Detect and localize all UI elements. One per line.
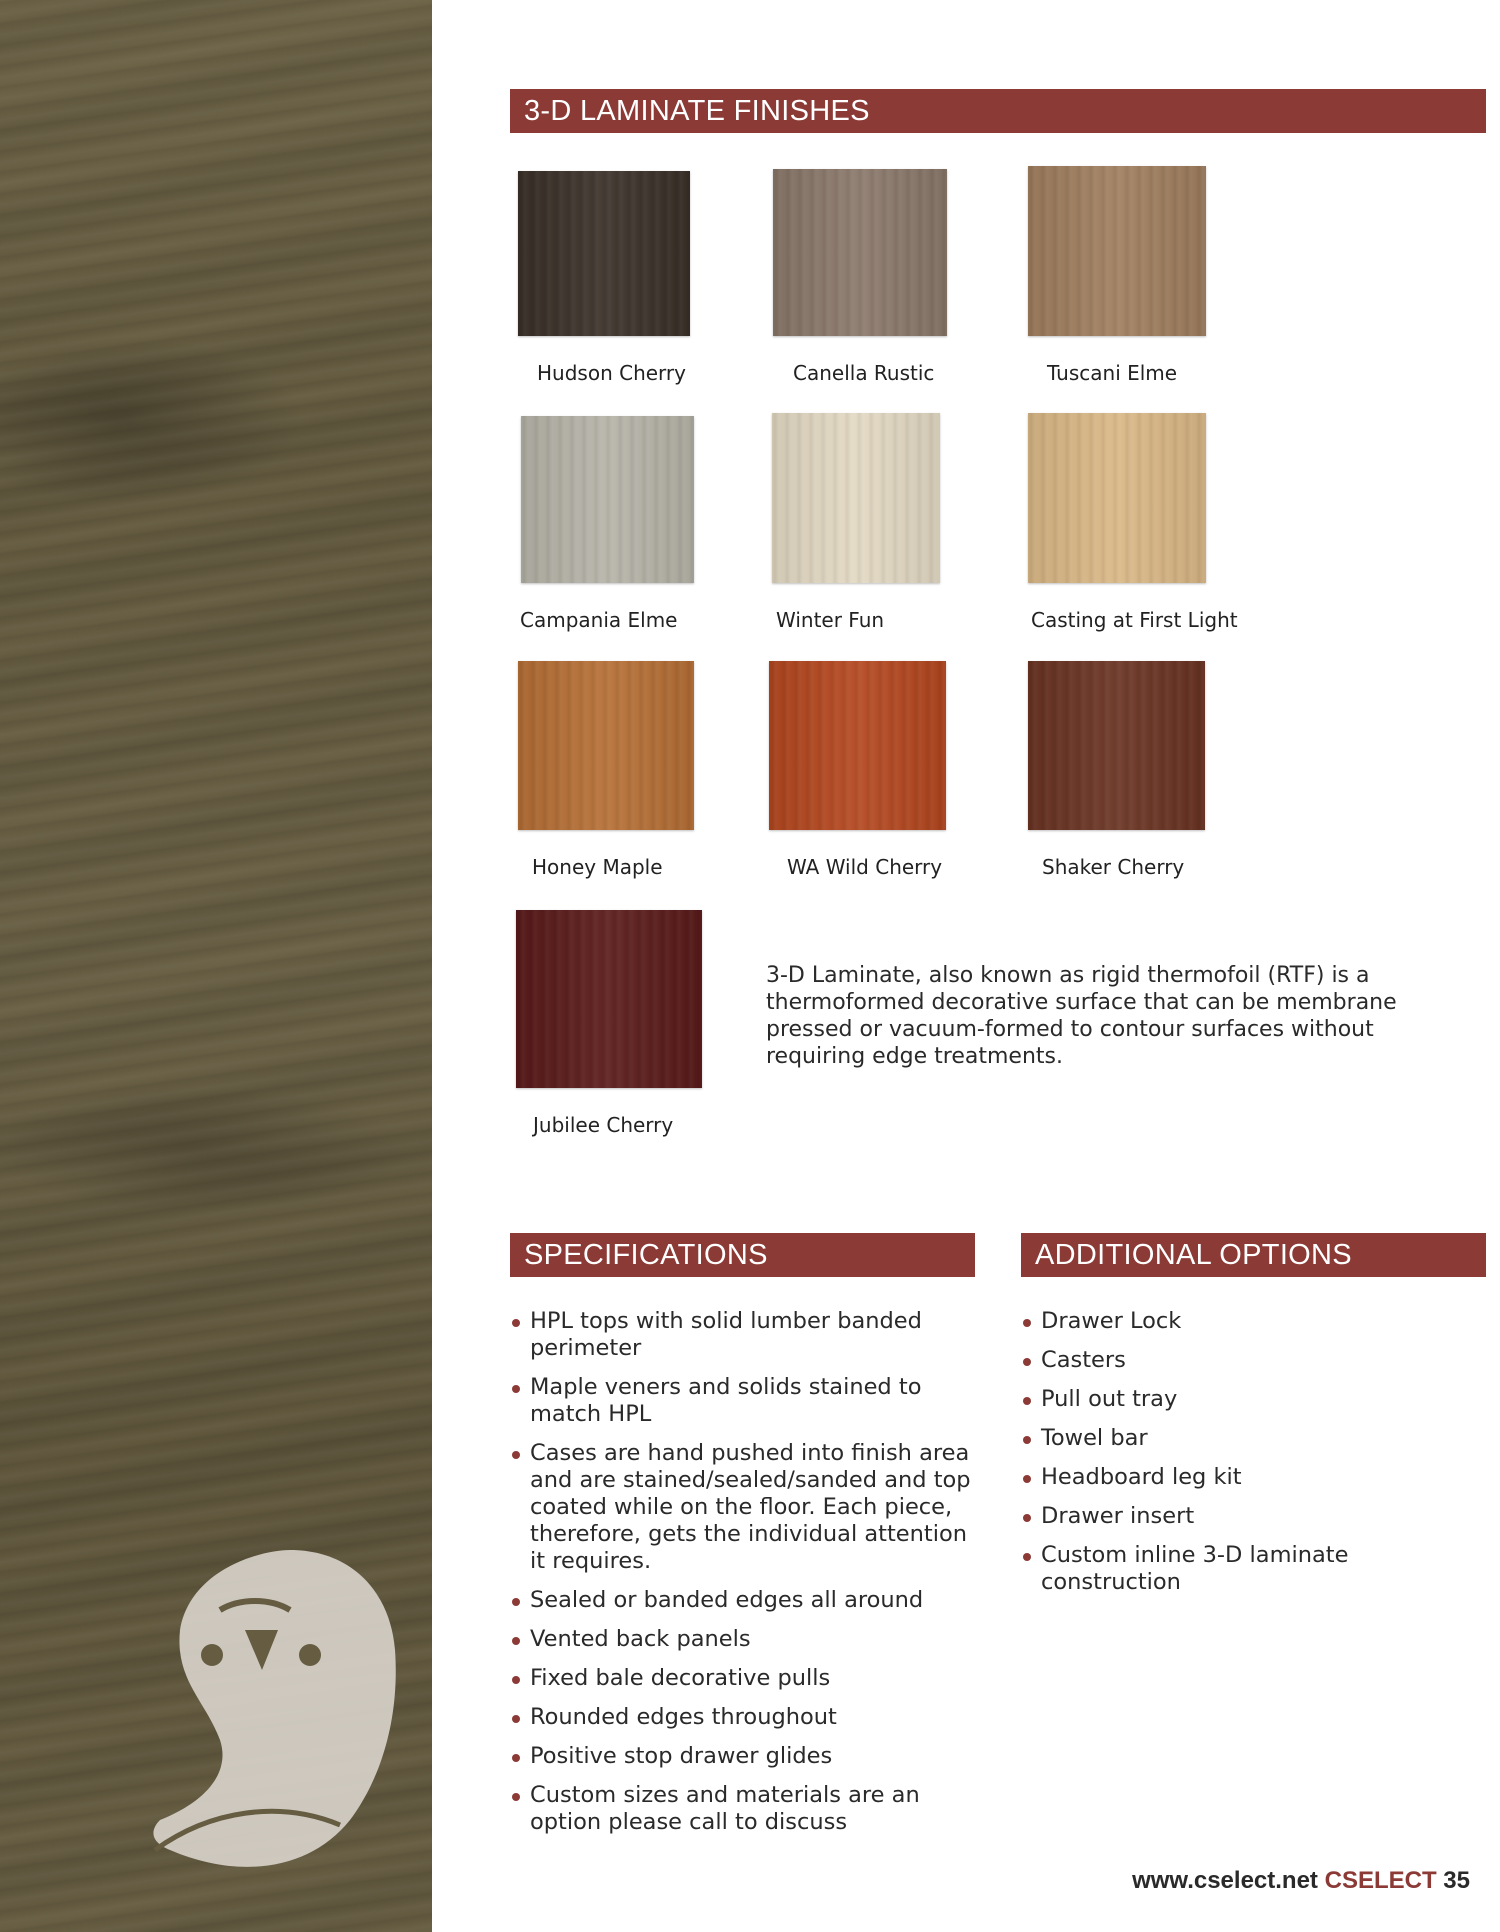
section-header-laminate-finishes xyxy=(510,89,1486,133)
list-item: Rounded edges throughout xyxy=(510,1704,980,1731)
section-title: ADDITIONAL OPTIONS xyxy=(1035,1239,1352,1271)
swatch-label: Jubilee Cherry xyxy=(533,1113,674,1137)
section-header-additional-options xyxy=(1021,1233,1486,1277)
footer-url[interactable]: www.cselect.net xyxy=(1132,1867,1318,1894)
owl-icon xyxy=(150,1550,410,1880)
swatch-hudson-cherry xyxy=(518,171,690,336)
swatch-jubilee-cherry xyxy=(516,910,702,1088)
swatch-label: Casting at First Light xyxy=(1031,608,1238,632)
section-title: SPECIFICATIONS xyxy=(524,1239,768,1271)
swatch-label: Tuscani Elme xyxy=(1047,361,1178,385)
specifications-list xyxy=(510,1308,980,1848)
list-item: Drawer Lock xyxy=(1021,1308,1461,1335)
list-item: Cases are hand pushed into finish area and are stained/sealed/sanded and top coated while on the floor. Each piece, therefore, gets the individual attention it requires. xyxy=(510,1440,980,1575)
list-item: Casters xyxy=(1021,1347,1461,1374)
swatch-canella-rustic xyxy=(773,169,947,336)
page-number: 35 xyxy=(1443,1867,1470,1894)
swatch-label: Winter Fun xyxy=(776,608,885,632)
list-item: HPL tops with solid lumber banded perimeter xyxy=(510,1308,980,1362)
swatch-casting-at-first-light xyxy=(1028,413,1206,583)
additional-options-list xyxy=(1021,1308,1461,1608)
section-title: 3-D LAMINATE FINISHES xyxy=(524,95,870,127)
list-item: Custom inline 3-D laminate construction xyxy=(1021,1542,1461,1596)
swatch-tuscani-elme xyxy=(1028,166,1206,336)
swatch-label: Shaker Cherry xyxy=(1042,855,1185,879)
section-header-specifications xyxy=(510,1233,975,1277)
list-item: Fixed bale decorative pulls xyxy=(510,1665,980,1692)
list-item: Drawer insert xyxy=(1021,1503,1461,1530)
swatch-label: Canella Rustic xyxy=(793,361,935,385)
swatch-label: Campania Elme xyxy=(520,608,678,632)
swatch-label: Honey Maple xyxy=(532,855,663,879)
swatch-label: WA Wild Cherry xyxy=(787,855,943,879)
list-item: Positive stop drawer glides xyxy=(510,1743,980,1770)
list-item: Custom sizes and materials are an option please call to discuss xyxy=(510,1782,980,1836)
list-item: Maple veners and solids stained to match HPL xyxy=(510,1374,980,1428)
swatch-wa-wild-cherry xyxy=(769,661,946,830)
swatch-honey-maple xyxy=(518,661,694,830)
footer-brand: CSELECT xyxy=(1324,1867,1437,1894)
swatch-winter-fun xyxy=(772,413,940,583)
page-footer xyxy=(1132,1867,1470,1895)
list-item: Towel bar xyxy=(1021,1425,1461,1452)
swatch-label: Hudson Cherry xyxy=(537,361,686,385)
list-item: Sealed or banded edges all around xyxy=(510,1587,980,1614)
swatch-shaker-cherry xyxy=(1028,661,1205,830)
list-item: Pull out tray xyxy=(1021,1386,1461,1413)
laminate-description: 3-D Laminate, also known as rigid thermofoil (RTF) is a thermoformed decorative surface that can be membrane pressed or vacuum-formed to contour surfaces without requiring edge treatments. xyxy=(766,963,1397,1069)
list-item: Headboard leg kit xyxy=(1021,1464,1461,1491)
list-item: Vented back panels xyxy=(510,1626,980,1653)
swatch-campania-elme xyxy=(521,416,694,583)
